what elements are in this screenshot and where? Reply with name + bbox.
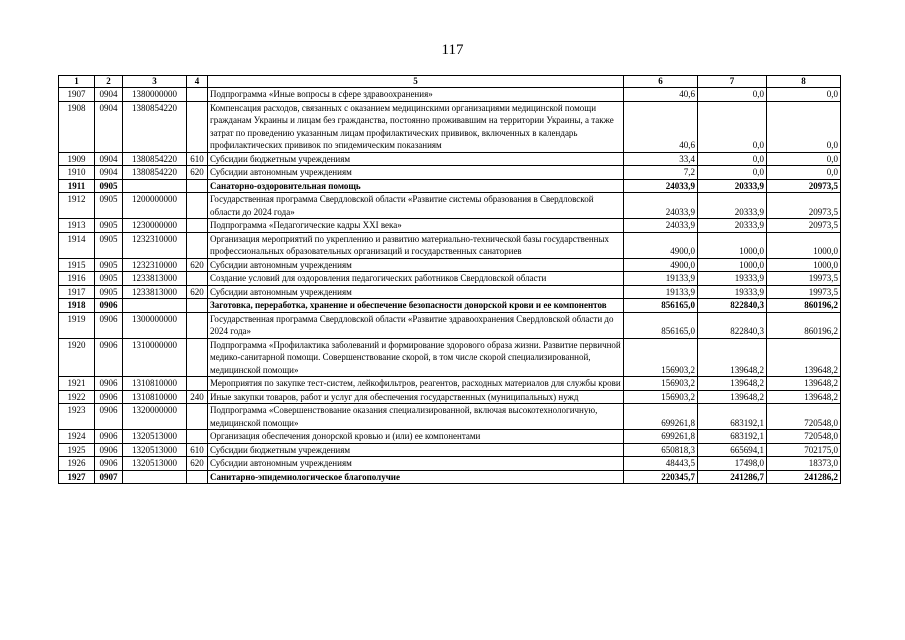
amount-col8-cell: 139648,2 — [767, 390, 841, 404]
amount-col8-cell: 19973,5 — [767, 285, 841, 299]
section-code-cell: 0904 — [95, 166, 123, 180]
row-number-cell: 1927 — [59, 470, 95, 484]
expense-type-cell — [187, 377, 208, 391]
column-header: 6 — [624, 76, 698, 88]
target-article-cell: 1380854220 — [123, 166, 187, 180]
description-cell: Мероприятия по закупке тест-систем, лейкофильтров, реагентов, расходных материалов для службы крови — [208, 377, 624, 391]
target-article-cell: 1232310000 — [123, 258, 187, 272]
amount-col6-cell: 40,6 — [624, 101, 698, 152]
row-number-cell: 1926 — [59, 457, 95, 471]
section-code-cell: 0905 — [95, 232, 123, 258]
expense-type-cell — [187, 312, 208, 338]
amount-col6-cell: 24033,9 — [624, 219, 698, 233]
expense-type-cell: 610 — [187, 152, 208, 166]
amount-col8-cell: 860196,2 — [767, 299, 841, 313]
target-article-cell: 1200000000 — [123, 193, 187, 219]
section-code-cell: 0905 — [95, 219, 123, 233]
description-cell: Создание условий для оздоровления педагогических работников Свердловской области — [208, 272, 624, 286]
amount-col8-cell: 241286,2 — [767, 470, 841, 484]
row-number-cell: 1913 — [59, 219, 95, 233]
table-row — [59, 88, 841, 102]
amount-col8-cell: 0,0 — [767, 101, 841, 152]
target-article-cell: 1310810000 — [123, 377, 187, 391]
section-code-cell: 0905 — [95, 193, 123, 219]
amount-col6-cell: 650818,3 — [624, 443, 698, 457]
target-article-cell: 1233813000 — [123, 272, 187, 286]
target-article-cell: 1320000000 — [123, 404, 187, 430]
row-number-cell: 1918 — [59, 299, 95, 313]
amount-col7-cell: 241286,7 — [698, 470, 767, 484]
row-number-cell: 1911 — [59, 179, 95, 193]
row-number-cell: 1924 — [59, 430, 95, 444]
row-number-cell: 1919 — [59, 312, 95, 338]
amount-col8-cell: 139648,2 — [767, 377, 841, 391]
amount-col6-cell: 699261,8 — [624, 404, 698, 430]
expense-type-cell — [187, 430, 208, 444]
amount-col7-cell: 19333,9 — [698, 272, 767, 286]
section-code-cell: 0906 — [95, 338, 123, 377]
amount-col7-cell: 822840,3 — [698, 299, 767, 313]
row-number-cell: 1912 — [59, 193, 95, 219]
table-row — [59, 404, 841, 430]
expense-type-cell — [187, 179, 208, 193]
description-cell: Санитарно-эпидемиологическое благополучие — [208, 470, 624, 484]
amount-col8-cell: 0,0 — [767, 88, 841, 102]
row-number-cell: 1920 — [59, 338, 95, 377]
description-cell: Организация обеспечения донорской кровью и (или) ее компонентами — [208, 430, 624, 444]
section-code-cell: 0904 — [95, 101, 123, 152]
table-row — [59, 193, 841, 219]
amount-col8-cell: 19973,5 — [767, 272, 841, 286]
section-code-cell: 0906 — [95, 404, 123, 430]
target-article-cell: 1230000000 — [123, 219, 187, 233]
amount-col7-cell: 822840,3 — [698, 312, 767, 338]
amount-col8-cell: 20973,5 — [767, 179, 841, 193]
amount-col7-cell: 0,0 — [698, 101, 767, 152]
amount-col8-cell: 139648,2 — [767, 338, 841, 377]
table-row — [59, 299, 841, 313]
target-article-cell — [123, 299, 187, 313]
expense-type-cell — [187, 219, 208, 233]
expense-type-cell — [187, 299, 208, 313]
amount-col6-cell: 4900,0 — [624, 232, 698, 258]
column-header: 2 — [95, 76, 123, 88]
table-body — [59, 88, 841, 484]
table-row — [59, 377, 841, 391]
description-cell: Субсидии бюджетным учреждениям — [208, 443, 624, 457]
expense-type-cell: 620 — [187, 285, 208, 299]
amount-col7-cell: 683192,1 — [698, 430, 767, 444]
target-article-cell: 1320513000 — [123, 443, 187, 457]
column-header: 3 — [123, 76, 187, 88]
description-cell: Субсидии автономным учреждениям — [208, 166, 624, 180]
description-cell: Подпрограмма «Иные вопросы в сфере здравоохранения» — [208, 88, 624, 102]
target-article-cell: 1380854220 — [123, 101, 187, 152]
table-row — [59, 443, 841, 457]
row-number-cell: 1915 — [59, 258, 95, 272]
amount-col8-cell: 720548,0 — [767, 404, 841, 430]
description-cell: Субсидии автономным учреждениям — [208, 258, 624, 272]
table-row — [59, 152, 841, 166]
amount-col6-cell: 33,4 — [624, 152, 698, 166]
page-number: 117 — [441, 42, 464, 58]
amount-col7-cell: 20333,9 — [698, 219, 767, 233]
target-article-cell: 1320513000 — [123, 430, 187, 444]
row-number-cell: 1907 — [59, 88, 95, 102]
table-row — [59, 457, 841, 471]
table-row — [59, 179, 841, 193]
amount-col7-cell: 1000,0 — [698, 258, 767, 272]
column-header: 1 — [59, 76, 95, 88]
target-article-cell — [123, 179, 187, 193]
section-code-cell: 0904 — [95, 88, 123, 102]
row-number-cell: 1925 — [59, 443, 95, 457]
expense-type-cell — [187, 193, 208, 219]
amount-col6-cell: 48443,5 — [624, 457, 698, 471]
table-row — [59, 101, 841, 152]
table-row — [59, 430, 841, 444]
table-row — [59, 390, 841, 404]
amount-col8-cell: 720548,0 — [767, 430, 841, 444]
expense-type-cell — [187, 232, 208, 258]
amount-col6-cell: 40,6 — [624, 88, 698, 102]
row-number-cell: 1914 — [59, 232, 95, 258]
amount-col8-cell: 20973,5 — [767, 193, 841, 219]
table-row — [59, 338, 841, 377]
section-code-cell: 0905 — [95, 179, 123, 193]
expense-type-cell: 620 — [187, 166, 208, 180]
amount-col6-cell: 156903,2 — [624, 390, 698, 404]
expense-type-cell — [187, 101, 208, 152]
amount-col7-cell: 20333,9 — [698, 179, 767, 193]
expense-type-cell: 620 — [187, 457, 208, 471]
amount-col7-cell: 683192,1 — [698, 404, 767, 430]
amount-col6-cell: 4900,0 — [624, 258, 698, 272]
section-code-cell: 0906 — [95, 299, 123, 313]
amount-col6-cell: 19133,9 — [624, 272, 698, 286]
amount-col7-cell: 19333,9 — [698, 285, 767, 299]
description-cell: Государственная программа Свердловской области «Развитие здравоохранения Свердловской области до 2024 года» — [208, 312, 624, 338]
description-cell: Субсидии автономным учреждениям — [208, 457, 624, 471]
amount-col7-cell: 139648,2 — [698, 377, 767, 391]
section-code-cell: 0907 — [95, 470, 123, 484]
expense-type-cell — [187, 272, 208, 286]
table-row — [59, 312, 841, 338]
expense-type-cell — [187, 338, 208, 377]
amount-col8-cell: 702175,0 — [767, 443, 841, 457]
section-code-cell: 0906 — [95, 377, 123, 391]
description-cell: Заготовка, переработка, хранение и обеспечение безопасности донорской крови и ее компонентов — [208, 299, 624, 313]
table-header-row — [59, 76, 841, 88]
amount-col8-cell: 0,0 — [767, 166, 841, 180]
target-article-cell: 1310000000 — [123, 338, 187, 377]
amount-col6-cell: 7,2 — [624, 166, 698, 180]
section-code-cell: 0905 — [95, 272, 123, 286]
description-cell: Компенсация расходов, связанных с оказанием медицинскими организациями медицинской помощи гражданам Украины и лицам без гражданства, постоянно проживавшим на территории Украины, а также затрат по проведению указанным лицам профилактических прививок, включенных в календарь профилактических прививок по эпидемическим показаниям — [208, 101, 624, 152]
target-article-cell: 1310810000 — [123, 390, 187, 404]
description-cell: Подпрограмма «Совершенствование оказания специализированной, включая высокотехнологичную, медицинской помощи» — [208, 404, 624, 430]
description-cell: Субсидии бюджетным учреждениям — [208, 152, 624, 166]
budget-table — [58, 75, 841, 484]
section-code-cell: 0904 — [95, 152, 123, 166]
row-number-cell: 1908 — [59, 101, 95, 152]
description-cell: Подпрограмма «Профилактика заболеваний и формирование здорового образа жизни. Развитие первичной медико-санитарной помощи. Совершенствование скорой, в том числе скорой специализированной, медицинской помощи» — [208, 338, 624, 377]
table-row — [59, 272, 841, 286]
amount-col7-cell: 0,0 — [698, 152, 767, 166]
amount-col7-cell: 20333,9 — [698, 193, 767, 219]
amount-col8-cell: 860196,2 — [767, 312, 841, 338]
amount-col7-cell: 139648,2 — [698, 338, 767, 377]
expense-type-cell — [187, 404, 208, 430]
expense-type-cell — [187, 470, 208, 484]
amount-col6-cell: 220345,7 — [624, 470, 698, 484]
section-code-cell: 0906 — [95, 457, 123, 471]
expense-type-cell: 240 — [187, 390, 208, 404]
row-number-cell: 1917 — [59, 285, 95, 299]
section-code-cell: 0906 — [95, 312, 123, 338]
section-code-cell: 0905 — [95, 258, 123, 272]
amount-col7-cell: 665694,1 — [698, 443, 767, 457]
section-code-cell: 0906 — [95, 443, 123, 457]
section-code-cell: 0905 — [95, 285, 123, 299]
expense-type-cell: 610 — [187, 443, 208, 457]
table-row — [59, 232, 841, 258]
target-article-cell: 1232310000 — [123, 232, 187, 258]
amount-col8-cell: 18373,0 — [767, 457, 841, 471]
amount-col7-cell: 17498,0 — [698, 457, 767, 471]
amount-col6-cell: 19133,9 — [624, 285, 698, 299]
target-article-cell: 1380854220 — [123, 152, 187, 166]
row-number-cell: 1916 — [59, 272, 95, 286]
amount-col6-cell: 156903,2 — [624, 377, 698, 391]
table-row — [59, 219, 841, 233]
amount-col6-cell: 856165,0 — [624, 312, 698, 338]
amount-col7-cell: 1000,0 — [698, 232, 767, 258]
amount-col6-cell: 24033,9 — [624, 193, 698, 219]
row-number-cell: 1910 — [59, 166, 95, 180]
amount-col7-cell: 0,0 — [698, 166, 767, 180]
row-number-cell: 1922 — [59, 390, 95, 404]
table-row — [59, 470, 841, 484]
amount-col8-cell: 1000,0 — [767, 232, 841, 258]
amount-col6-cell: 156903,2 — [624, 338, 698, 377]
row-number-cell: 1923 — [59, 404, 95, 430]
column-header: 8 — [767, 76, 841, 88]
table-row — [59, 166, 841, 180]
target-article-cell: 1233813000 — [123, 285, 187, 299]
description-cell: Организация мероприятий по укреплению и развитию материально-технической базы государственных профессиональных образовательных организаций и государственных санаториев — [208, 232, 624, 258]
expense-type-cell: 620 — [187, 258, 208, 272]
amount-col7-cell: 139648,2 — [698, 390, 767, 404]
description-cell: Санаторно-оздоровительная помощь — [208, 179, 624, 193]
amount-col8-cell: 20973,5 — [767, 219, 841, 233]
description-cell: Государственная программа Свердловской области «Развитие системы образования в Свердловской области до 2024 года» — [208, 193, 624, 219]
amount-col7-cell: 0,0 — [698, 88, 767, 102]
description-cell: Субсидии автономным учреждениям — [208, 285, 624, 299]
target-article-cell: 1300000000 — [123, 312, 187, 338]
table-row — [59, 258, 841, 272]
amount-col8-cell: 1000,0 — [767, 258, 841, 272]
section-code-cell: 0906 — [95, 430, 123, 444]
section-code-cell: 0906 — [95, 390, 123, 404]
target-article-cell: 1380000000 — [123, 88, 187, 102]
row-number-cell: 1921 — [59, 377, 95, 391]
amount-col6-cell: 856165,0 — [624, 299, 698, 313]
row-number-cell: 1909 — [59, 152, 95, 166]
description-cell: Иные закупки товаров, работ и услуг для обеспечения государственных (муниципальных) нужд — [208, 390, 624, 404]
expense-type-cell — [187, 88, 208, 102]
amount-col6-cell: 24033,9 — [624, 179, 698, 193]
column-header: 7 — [698, 76, 767, 88]
column-header: 4 — [187, 76, 208, 88]
amount-col6-cell: 699261,8 — [624, 430, 698, 444]
description-cell: Подпрограмма «Педагогические кадры XXI века» — [208, 219, 624, 233]
column-header: 5 — [208, 76, 624, 88]
table-row — [59, 285, 841, 299]
target-article-cell: 1320513000 — [123, 457, 187, 471]
amount-col8-cell: 0,0 — [767, 152, 841, 166]
target-article-cell — [123, 470, 187, 484]
